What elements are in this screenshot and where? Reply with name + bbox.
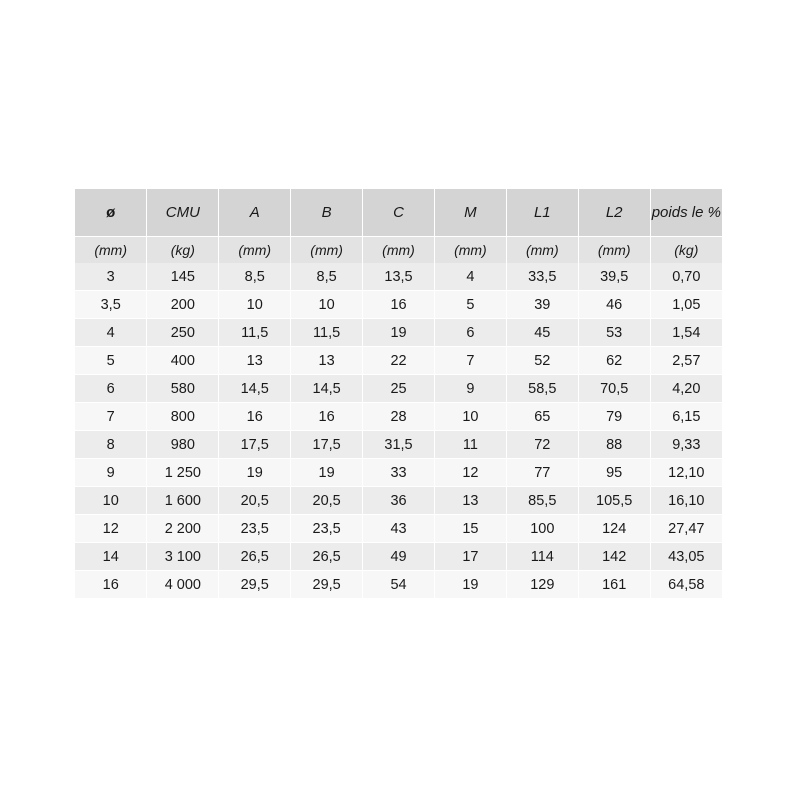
table-cell: 23,5 xyxy=(219,515,291,543)
table-cell: 16 xyxy=(75,571,147,599)
table-cell: 200 xyxy=(147,291,219,319)
unit-cell: (mm) xyxy=(219,237,291,264)
table-cell: 7 xyxy=(434,347,506,375)
table-cell: 20,5 xyxy=(219,487,291,515)
table-cell: 3 100 xyxy=(147,543,219,571)
table-cell: 46 xyxy=(578,291,650,319)
table-cell: 13 xyxy=(219,347,291,375)
table-cell: 29,5 xyxy=(291,571,363,599)
table-cell: 16,10 xyxy=(650,487,722,515)
table-cell: 1,54 xyxy=(650,319,722,347)
table-cell: 85,5 xyxy=(506,487,578,515)
unit-cell: (mm) xyxy=(506,237,578,264)
table-cell: 13 xyxy=(434,487,506,515)
table-cell: 25 xyxy=(363,375,435,403)
table-cell: 19 xyxy=(363,319,435,347)
table-cell: 9,33 xyxy=(650,431,722,459)
header-a: A xyxy=(219,189,291,237)
table-cell: 17,5 xyxy=(219,431,291,459)
table-cell: 3,5 xyxy=(75,291,147,319)
table-cell: 6,15 xyxy=(650,403,722,431)
table-cell: 145 xyxy=(147,263,219,291)
header-cmu: CMU xyxy=(147,189,219,237)
unit-cell: (mm) xyxy=(434,237,506,264)
table-cell: 49 xyxy=(363,543,435,571)
table-cell: 14,5 xyxy=(219,375,291,403)
table-cell: 62 xyxy=(578,347,650,375)
table-cell: 6 xyxy=(75,375,147,403)
unit-cell: (kg) xyxy=(650,237,722,264)
table-cell: 36 xyxy=(363,487,435,515)
table-cell: 4 xyxy=(75,319,147,347)
table-cell: 161 xyxy=(578,571,650,599)
table-cell: 77 xyxy=(506,459,578,487)
header-c: C xyxy=(363,189,435,237)
header-l1: L1 xyxy=(506,189,578,237)
table-row xyxy=(75,571,722,599)
table-cell: 4,20 xyxy=(650,375,722,403)
table-cell: 6 xyxy=(434,319,506,347)
table-cell: 400 xyxy=(147,347,219,375)
table-cell: 5 xyxy=(434,291,506,319)
table-row xyxy=(75,319,722,347)
table-cell: 23,5 xyxy=(291,515,363,543)
table-cell: 26,5 xyxy=(291,543,363,571)
table-cell: 16 xyxy=(291,403,363,431)
table-cell: 8,5 xyxy=(291,263,363,291)
table-cell: 45 xyxy=(506,319,578,347)
table-cell: 26,5 xyxy=(219,543,291,571)
table-cell: 33,5 xyxy=(506,263,578,291)
table-cell: 10 xyxy=(75,487,147,515)
table-cell: 19 xyxy=(291,459,363,487)
table-row xyxy=(75,515,722,543)
table-cell: 12 xyxy=(434,459,506,487)
table-cell: 95 xyxy=(578,459,650,487)
table-cell: 33 xyxy=(363,459,435,487)
table-cell: 4 xyxy=(434,263,506,291)
table-cell: 580 xyxy=(147,375,219,403)
table-cell: 105,5 xyxy=(578,487,650,515)
table-cell: 12,10 xyxy=(650,459,722,487)
table-cell: 53 xyxy=(578,319,650,347)
unit-cell: (mm) xyxy=(291,237,363,264)
table-cell: 4 000 xyxy=(147,571,219,599)
table-row xyxy=(75,347,722,375)
table-row xyxy=(75,487,722,515)
table-cell: 2,57 xyxy=(650,347,722,375)
table-cell: 13,5 xyxy=(363,263,435,291)
table-cell: 13 xyxy=(291,347,363,375)
table-row xyxy=(75,459,722,487)
table-cell: 14 xyxy=(75,543,147,571)
header-l2: L2 xyxy=(578,189,650,237)
table-cell: 19 xyxy=(219,459,291,487)
table-cell: 58,5 xyxy=(506,375,578,403)
table-cell: 15 xyxy=(434,515,506,543)
table-row xyxy=(75,403,722,431)
table-cell: 0,70 xyxy=(650,263,722,291)
table-cell: 10 xyxy=(291,291,363,319)
table-cell: 114 xyxy=(506,543,578,571)
table-cell: 3 xyxy=(75,263,147,291)
table-cell: 12 xyxy=(75,515,147,543)
header-m: M xyxy=(434,189,506,237)
table-cell: 250 xyxy=(147,319,219,347)
table-cell: 20,5 xyxy=(291,487,363,515)
table-row xyxy=(75,375,722,403)
table-row xyxy=(75,263,722,291)
unit-cell: (mm) xyxy=(75,237,147,264)
table-cell: 39,5 xyxy=(578,263,650,291)
table-cell: 88 xyxy=(578,431,650,459)
table-cell: 5 xyxy=(75,347,147,375)
table-cell: 7 xyxy=(75,403,147,431)
unit-cell: (mm) xyxy=(578,237,650,264)
table-cell: 11,5 xyxy=(291,319,363,347)
header-row xyxy=(75,189,722,237)
table-cell: 39 xyxy=(506,291,578,319)
header-diameter: ø xyxy=(75,189,147,237)
table-cell: 14,5 xyxy=(291,375,363,403)
table-cell: 64,58 xyxy=(650,571,722,599)
table-row xyxy=(75,543,722,571)
table-cell: 11,5 xyxy=(219,319,291,347)
specification-table xyxy=(75,189,722,599)
table-cell: 129 xyxy=(506,571,578,599)
table-header xyxy=(75,189,722,263)
table-cell: 16 xyxy=(219,403,291,431)
table-cell: 8,5 xyxy=(219,263,291,291)
table-body xyxy=(75,263,722,599)
table-cell: 22 xyxy=(363,347,435,375)
table-cell: 72 xyxy=(506,431,578,459)
table-cell: 52 xyxy=(506,347,578,375)
table-cell: 54 xyxy=(363,571,435,599)
table-cell: 980 xyxy=(147,431,219,459)
table-cell: 43 xyxy=(363,515,435,543)
unit-cell: (kg) xyxy=(147,237,219,264)
table-cell: 16 xyxy=(363,291,435,319)
units-row xyxy=(75,237,722,264)
table-row xyxy=(75,431,722,459)
table-cell: 10 xyxy=(219,291,291,319)
table-row xyxy=(75,291,722,319)
table-cell: 8 xyxy=(75,431,147,459)
table-cell: 100 xyxy=(506,515,578,543)
table-cell: 29,5 xyxy=(219,571,291,599)
table-cell: 1 600 xyxy=(147,487,219,515)
table-cell: 142 xyxy=(578,543,650,571)
table-cell: 17,5 xyxy=(291,431,363,459)
table-cell: 124 xyxy=(578,515,650,543)
table-cell: 9 xyxy=(75,459,147,487)
table-cell: 79 xyxy=(578,403,650,431)
table-cell: 43,05 xyxy=(650,543,722,571)
header-b: B xyxy=(291,189,363,237)
table-cell: 17 xyxy=(434,543,506,571)
table-cell: 800 xyxy=(147,403,219,431)
table-cell: 65 xyxy=(506,403,578,431)
table-cell: 11 xyxy=(434,431,506,459)
header-weight: poids le % xyxy=(650,189,722,237)
table-cell: 28 xyxy=(363,403,435,431)
table-cell: 19 xyxy=(434,571,506,599)
table-cell: 70,5 xyxy=(578,375,650,403)
table-cell: 10 xyxy=(434,403,506,431)
table-cell: 31,5 xyxy=(363,431,435,459)
table-cell: 9 xyxy=(434,375,506,403)
table-cell: 27,47 xyxy=(650,515,722,543)
table-cell: 1,05 xyxy=(650,291,722,319)
unit-cell: (mm) xyxy=(363,237,435,264)
table-cell: 2 200 xyxy=(147,515,219,543)
table-cell: 1 250 xyxy=(147,459,219,487)
